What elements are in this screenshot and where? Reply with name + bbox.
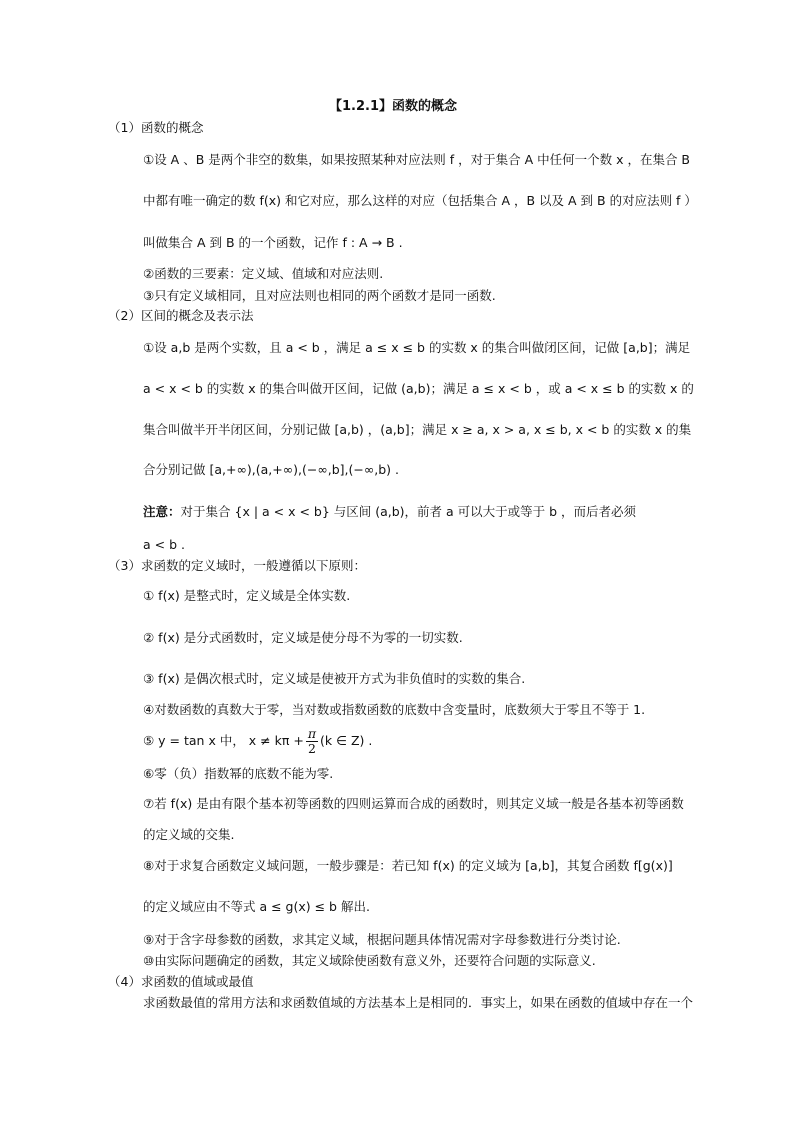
s3-item-9: ⑨对于含字母参数的函数，求其定义域，根据问题具体情况需对字母参数进行分类讨论. (143, 932, 621, 947)
s3-item-6: ⑥零（负）指数幂的底数不能为零. (143, 766, 334, 781)
note-text: 对于集合 {x | a < x < b} 与区间 (a,b)，前者 a 可以大于或等于 b ，而后者必须 (180, 504, 637, 519)
section-2-heading: （2）区间的概念及表示法 (108, 308, 254, 323)
item-5-condition: (k ∈ Z) . (320, 733, 373, 748)
s1-line-5: ③只有定义域相同，且对应法则也相同的两个函数才是同一函数. (143, 288, 496, 303)
s3-item-1: ① f(x) 是整式时，定义域是全体实数. (143, 588, 351, 603)
page-title: 【1.2.1】函数的概念 (329, 99, 458, 114)
s3-item-2: ② f(x) 是分式函数时，定义域是使分母不为零的一切实数. (143, 630, 463, 645)
s3-item-8b: 的定义域应由不等式 a ≤ g(x) ≤ b 解出. (143, 899, 370, 914)
s4-line-1: 求函数最值的常用方法和求函数值域的方法基本上是相同的．事实上，如果在函数的值域中存在一个 (143, 995, 694, 1010)
s2-note-end: a < b . (143, 537, 185, 552)
note-label: 注意： (143, 504, 181, 519)
section-1-heading: （1）函数的概念 (108, 120, 204, 135)
section-3-heading: （3）求函数的定义域时，一般遵循以下原则： (108, 558, 366, 573)
item-5-expression: ⑤ y = tan x 中， x ≠ kπ + (143, 733, 304, 748)
s1-line-3: 叫做集合 A 到 B 的一个函数，记作 f : A → B . (143, 235, 403, 250)
s3-item-10: ⑩由实际问题确定的函数，其定义域除使函数有意义外，还要符合问题的实际意义. (143, 953, 596, 968)
s2-line-1: ①设 a,b 是两个实数，且 a < b ，满足 a ≤ x ≤ b 的实数 x 的集合叫做闭区间，记做 [a,b]；满足 (143, 340, 691, 355)
fraction-denominator: 2 (307, 741, 316, 756)
s3-item-3: ③ f(x) 是偶次根式时，定义域是使被开方式为非负值时的实数的集合. (143, 671, 526, 686)
s2-note (143, 504, 636, 520)
s1-line-1: ①设 A 、B 是两个非空的数集，如果按照某种对应法则 f ，对于集合 A 中任何一个数 x ，在集合 B (143, 152, 690, 167)
s2-line-2: a < x < b 的实数 x 的集合叫做开区间，记做 (a,b)；满足 a ≤ x < b ，或 a < x ≤ b 的实数 x 的 (143, 381, 694, 396)
s2-line-3: 集合叫做半开半闭区间，分别记做 [a,b) ，(a,b]；满足 x ≥ a, x > a, x ≤ b, x < b 的实数 x 的集 (143, 422, 692, 437)
s1-line-4: ②函数的三要素：定义域、值域和对应法则. (143, 266, 384, 281)
fraction-numerator: π (307, 726, 317, 741)
s1-line-2: 中都有唯一确定的数 f(x) 和它对应，那么这样的对应（包括集合 A ，B 以及 A 到 B 的对应法则 f ） (143, 193, 697, 208)
s2-line-4: 合分别记做 [a,+∞),(a,+∞),(−∞,b],(−∞,b) . (143, 462, 399, 477)
s3-item-7a: ⑦若 f(x) 是由有限个基本初等函数的四则运算而合成的函数时，则其定义域一般是各基本初等函数 (143, 796, 684, 811)
section-4-heading: （4）求函数的值域或最值 (108, 974, 254, 989)
s3-item-4: ④对数函数的真数大于零，当对数或指数函数的底数中含变量时，底数须大于零且不等于 1. (143, 702, 646, 717)
pi-over-2-fraction (306, 727, 318, 756)
s3-item-5 (143, 726, 372, 756)
s3-item-8a: ⑧对于求复合函数定义域问题，一般步骤是：若已知 f(x) 的定义域为 [a,b]，其复合函数 f[g(x)] (143, 858, 673, 873)
s3-item-7b: 的定义域的交集. (143, 827, 235, 842)
